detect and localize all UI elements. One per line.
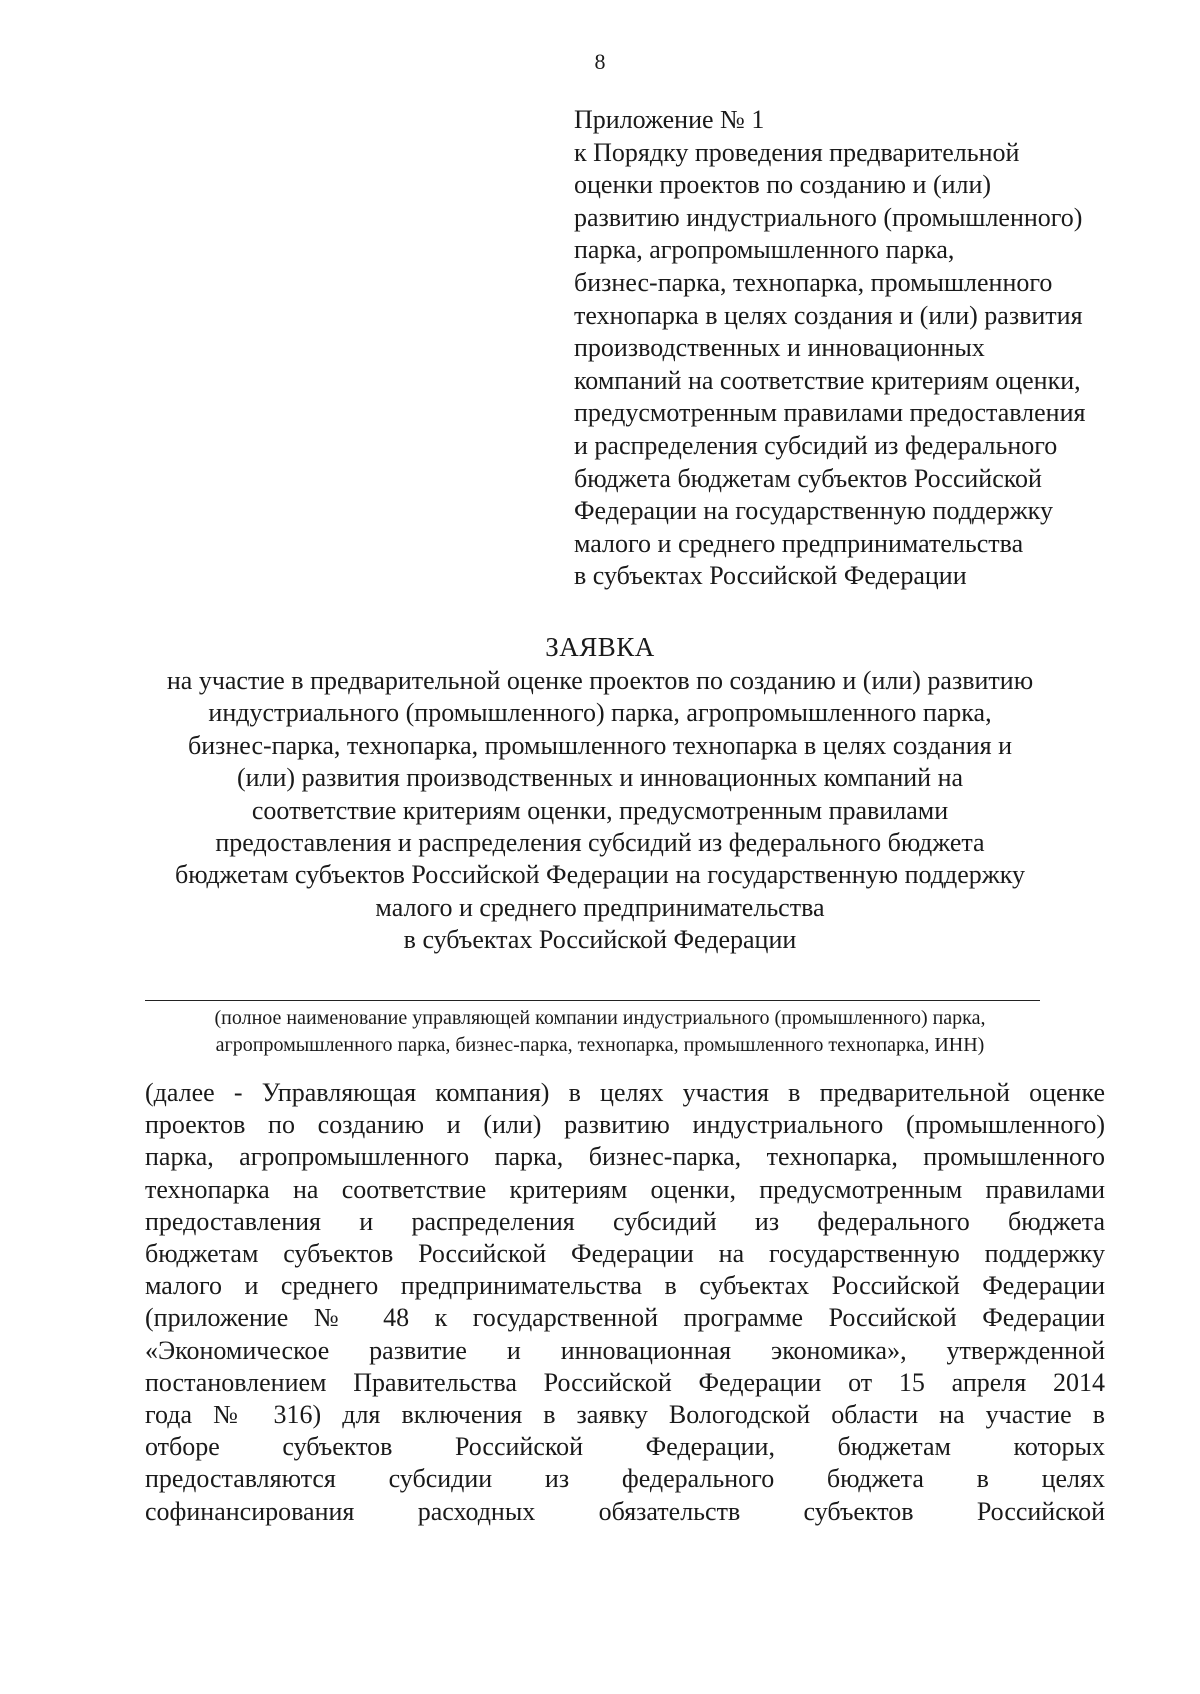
appendix-line: развитию индустриального (промышленного) [574,202,1083,232]
body-line: софинансирования расходных обязательств субъектов Российской [145,1496,1105,1526]
body-line: бюджетам субъектов Российской Федерации на государственную поддержку [145,1239,1105,1269]
appendix-line: Приложение № 1 [574,105,765,134]
subtitle-line: в субъектах Российской Федерации [403,925,797,955]
body-line: проектов по созданию и (или) развитию индустриального (промышленного) [145,1110,1105,1140]
body-line: парка, агропромышленного парка, бизнес-парка, технопарка, промышленного [145,1142,1105,1172]
subtitle-line: индустриального (промышленного) парка, агропромышленного парка, [208,698,992,728]
caption-line: (полное наименование управляющей компании индустриального (промышленного) парка, [214,1007,986,1029]
appendix-line: и распределения субсидий из федерального [574,430,1058,460]
body-line: постановлением Правительства Российской Федерации от 15 апреля 2014 [145,1367,1105,1397]
subtitle-line: малого и среднего предпринимательства [375,892,825,922]
body-line: технопарка на соответствие критериям оценки, предусмотренным правилами [145,1174,1105,1204]
subtitle-line: (или) развития производственных и инновационных компаний на [236,763,964,793]
subtitle-line: бизнес-парка, технопарка, промышленного технопарка в целях создания и [187,730,1013,760]
appendix-line: компаний на соответствие критериям оценки, [574,365,1081,395]
appendix-line: технопарка в целях создания и (или) развития [574,300,1083,330]
fill-line-caption [120,1005,1080,1059]
appendix-line: парка, агропромышленного парка, [574,235,955,265]
document-title: ЗАЯВКА [545,632,655,662]
body-paragraph [145,1077,1105,1528]
appendix-line: к Порядку проведения предварительной [574,137,1020,167]
appendix-line: в субъектах Российской Федерации [574,561,967,591]
caption-line: агропромышленного парка, бизнес-парка, технопарка, промышленного технопарка, ИНН) [215,1034,985,1056]
subtitle-line: на участие в предварительной оценке проектов по созданию и (или) развитию [166,666,1034,695]
document-subtitle [120,665,1080,957]
body-line: года № 316) для включения в заявку Вологодской области на участие в [145,1400,1105,1430]
body-line: малого и среднего предпринимательства в субъектах Российской Федерации [145,1271,1105,1301]
appendix-line: оценки проектов по созданию и (или) [574,170,992,200]
page-number: 8 [594,49,606,74]
appendix-line: предусмотренным правилами предоставления [574,398,1086,428]
body-line: предоставления и распределения субсидий из федерального бюджета [145,1206,1105,1236]
subtitle-line: предоставления и распределения субсидий из федерального бюджета [215,828,985,858]
appendix-line: Федерации на государственную поддержку [574,496,1053,526]
body-line: (далее - Управляющая компания) в целях участия в предварительной оценке [145,1078,1105,1107]
appendix-line: малого и среднего предпринимательства [574,528,1024,558]
company-name-fill-line [145,1000,1040,1001]
body-line: предоставляются субсидии из федерального бюджета в целях [145,1464,1105,1494]
subtitle-line: соответствие критериям оценки, предусмотренным правилами [251,795,949,825]
body-line: отборе субъектов Российской Федерации, бюджетам которых [145,1432,1105,1462]
appendix-header [574,104,1134,593]
body-line: «Экономическое развитие и инновационная экономика», утвержденной [145,1335,1105,1365]
appendix-line: бюджета бюджетам субъектов Российской [574,463,1042,493]
appendix-line: производственных и инновационных [574,333,985,363]
subtitle-line: бюджетам субъектов Российской Федерации на государственную поддержку [175,860,1025,890]
body-line: (приложение № 48 к государственной программе Российской Федерации [145,1303,1105,1333]
appendix-line: бизнес-парка, технопарка, промышленного [574,267,1053,297]
